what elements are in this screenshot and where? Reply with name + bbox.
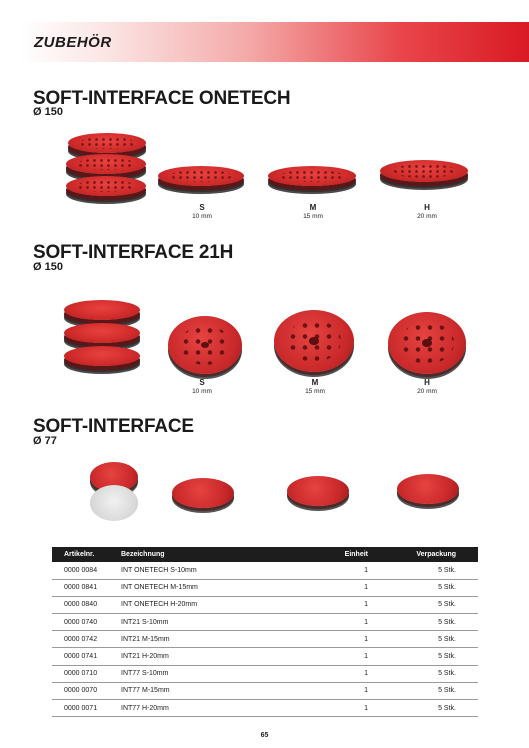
col-header-verpackung: Verpackung xyxy=(416,551,456,558)
pad-77-s-image xyxy=(172,478,234,508)
cell-verpackung: 5 Stk. xyxy=(390,700,478,717)
variant-label-21h-s: S 10 mm xyxy=(192,378,212,395)
cell-einheit: 1 xyxy=(295,614,390,631)
page-title: ZUBEHÖR xyxy=(34,34,112,51)
section-sub-77: Ø 77 xyxy=(33,435,57,447)
cell-bezeichnung: INT77 H-20mm xyxy=(117,700,295,717)
pad-image xyxy=(66,176,146,196)
cell-einheit: 1 xyxy=(295,700,390,717)
pad-77-m-image xyxy=(287,476,349,506)
col-header-bezeichnung: Bezeichnung xyxy=(121,551,165,558)
col-header-einheit: Einheit xyxy=(344,551,368,558)
cell-bezeichnung: INT77 M-15mm xyxy=(117,682,295,699)
cell-einheit: 1 xyxy=(295,562,390,579)
cell-verpackung: 5 Stk. xyxy=(390,631,478,648)
table-row xyxy=(52,631,478,648)
cell-artikelnr: 0000 0710 xyxy=(52,665,117,682)
section-sub-onetech: Ø 150 xyxy=(33,106,63,118)
cell-bezeichnung: INT ONETECH H-20mm xyxy=(117,596,295,613)
cell-artikelnr: 0000 0740 xyxy=(52,614,117,631)
table-row xyxy=(52,579,478,596)
cell-artikelnr: 0000 0084 xyxy=(52,562,117,579)
cell-verpackung: 5 Stk. xyxy=(390,648,478,665)
cell-artikelnr: 0000 0841 xyxy=(52,579,117,596)
header-bar xyxy=(20,22,529,62)
variant-label-onetech-m: M 15 mm xyxy=(303,203,323,220)
pad-onetech-h-image xyxy=(380,160,468,182)
pad-onetech-s-image xyxy=(158,166,244,186)
table-row xyxy=(52,648,478,665)
cell-verpackung: 5 Stk. xyxy=(390,682,478,699)
cell-artikelnr: 0000 0071 xyxy=(52,700,117,717)
table-row xyxy=(52,682,478,699)
pad-77-h-image xyxy=(397,474,459,504)
cell-verpackung: 5 Stk. xyxy=(390,596,478,613)
cell-einheit: 1 xyxy=(295,631,390,648)
foam-pad-image xyxy=(90,485,138,521)
cell-bezeichnung: INT ONETECH M-15mm xyxy=(117,579,295,596)
section-title-onetech: SOFT-INTERFACE ONETECH xyxy=(33,88,291,109)
cell-bezeichnung: INT21 M-15mm xyxy=(117,631,295,648)
variant-label-onetech-h: H 20 mm xyxy=(417,203,437,220)
pad-image xyxy=(64,323,140,343)
cell-verpackung: 5 Stk. xyxy=(390,665,478,682)
cell-verpackung: 5 Stk. xyxy=(390,579,478,596)
pad-image xyxy=(64,300,140,320)
cell-einheit: 1 xyxy=(295,665,390,682)
cell-bezeichnung: INT ONETECH S-10mm xyxy=(117,562,295,579)
pad-onetech-m-image xyxy=(268,166,356,186)
cell-bezeichnung: INT77 S-10mm xyxy=(117,665,295,682)
pad-21h-m-image xyxy=(274,310,354,372)
variant-label-onetech-s: S 10 mm xyxy=(192,203,212,220)
cell-artikelnr: 0000 0070 xyxy=(52,682,117,699)
cell-artikelnr: 0000 0741 xyxy=(52,648,117,665)
pad-21h-h-image xyxy=(388,312,466,374)
table-row xyxy=(52,562,478,579)
page-number: 65 xyxy=(260,732,269,739)
cell-einheit: 1 xyxy=(295,579,390,596)
pad-21h-s-image xyxy=(168,316,242,374)
section-title-21h: SOFT-INTERFACE 21H xyxy=(33,242,234,263)
pad-image xyxy=(68,133,146,153)
table-header-row xyxy=(52,547,478,562)
variant-label-21h-m: M 15 mm xyxy=(305,378,325,395)
cell-einheit: 1 xyxy=(295,648,390,665)
cell-artikelnr: 0000 0742 xyxy=(52,631,117,648)
cell-verpackung: 5 Stk. xyxy=(390,614,478,631)
pad-image xyxy=(66,154,146,174)
cell-verpackung: 5 Stk. xyxy=(390,562,478,579)
col-header-artikelnr: Artikelnr. xyxy=(64,551,95,558)
product-table xyxy=(52,547,478,717)
table-row xyxy=(52,700,478,717)
section-sub-21h: Ø 150 xyxy=(33,261,63,273)
cell-artikelnr: 0000 0840 xyxy=(52,596,117,613)
table-row xyxy=(52,596,478,613)
cell-bezeichnung: INT21 S-10mm xyxy=(117,614,295,631)
pad-image xyxy=(64,346,140,366)
table-row xyxy=(52,665,478,682)
section-title-77: SOFT-INTERFACE xyxy=(33,416,194,437)
cell-bezeichnung: INT21 H-20mm xyxy=(117,648,295,665)
variant-label-21h-h: H 20 mm xyxy=(417,378,437,395)
cell-einheit: 1 xyxy=(295,682,390,699)
cell-einheit: 1 xyxy=(295,596,390,613)
table-row xyxy=(52,614,478,631)
